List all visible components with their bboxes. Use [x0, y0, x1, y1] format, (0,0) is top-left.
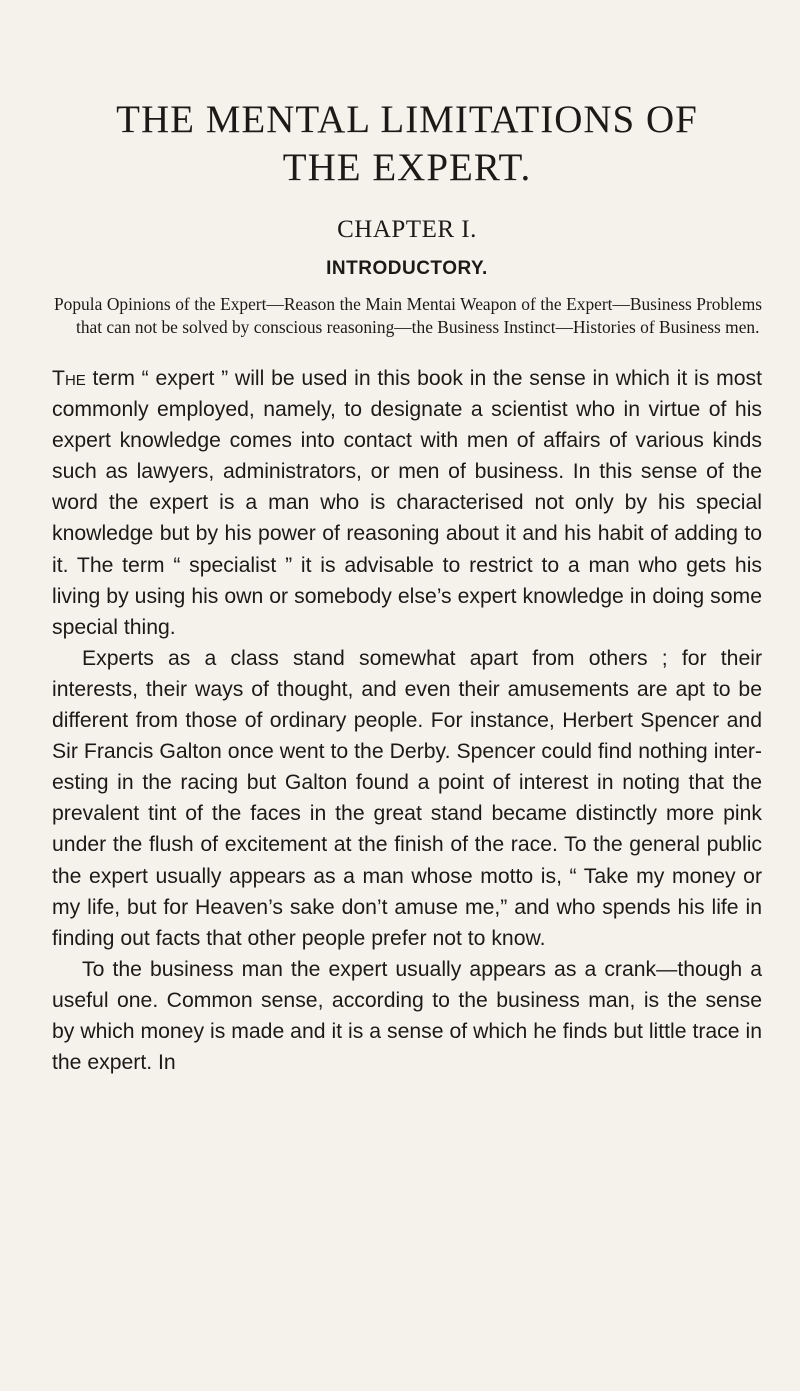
chapter-subtitle: INTRODUCTORY. [326, 258, 488, 279]
chapter-heading: CHAPTER I. [337, 216, 477, 243]
title-line-2: THE EXPERT. [282, 146, 532, 189]
paragraph-1-text: term “ expert ” will be used in this book in the sense in which it is most commonly employed, namely, to designate a scientist who in virtue of his expert knowledge comes into contact with men of affairs of various kinds such as lawyers, administrators, or men of business. In this sense of the word the expert is a man who is characterised not only by his special knowledge but by his power of reasoning about it and his habit of adding to it. The term “ specialist ” it is advisable to restrict to a man who gets his living by using his own or somebody else’s expert knowledge in doing some special thing. [52, 367, 762, 639]
body-text [52, 363, 762, 1078]
paragraph-3: To the business man the expert usually appears as a crank—though a useful one. Common sense, according to the business man, is the sense by which money is made and it is a sense of which he finds but little trace in the expert. In [52, 957, 762, 1075]
title-line-1: THE MENTAL LIMITATIONS OF [116, 98, 698, 141]
chapter-synopsis: Popula Opinions of the Expert—Reason the Main Mentai Weapon of the Expert—Business Problems that can not be solved by conscious reasoning—the Business Instinct—Histories of Business men. [54, 294, 762, 337]
paragraph-2: Experts as a class stand somewhat apart from others ; for their interests, their ways of thought, and even their amusements are apt to be different from those of ordinary people. For instance, Herbert Spencer and Sir Francis Galton once went to the Derby. Spencer could find nothing inter- esting in the racing but Galton found a point of interest in noting that the prevalent tint of the faces in the great stand became distinctly more pink under the flush of excitement at the finish of the race. To the general public the expert usually appears as a man whose motto is, “ Take my money or my life, but for Heaven’s sake don’t amuse me,” and who spends his life in finding out facts that other people prefer not to know. [52, 646, 762, 950]
paragraph-1 [52, 363, 762, 643]
page-title [52, 0, 762, 192]
paragraph-lead-word: The [52, 367, 86, 390]
